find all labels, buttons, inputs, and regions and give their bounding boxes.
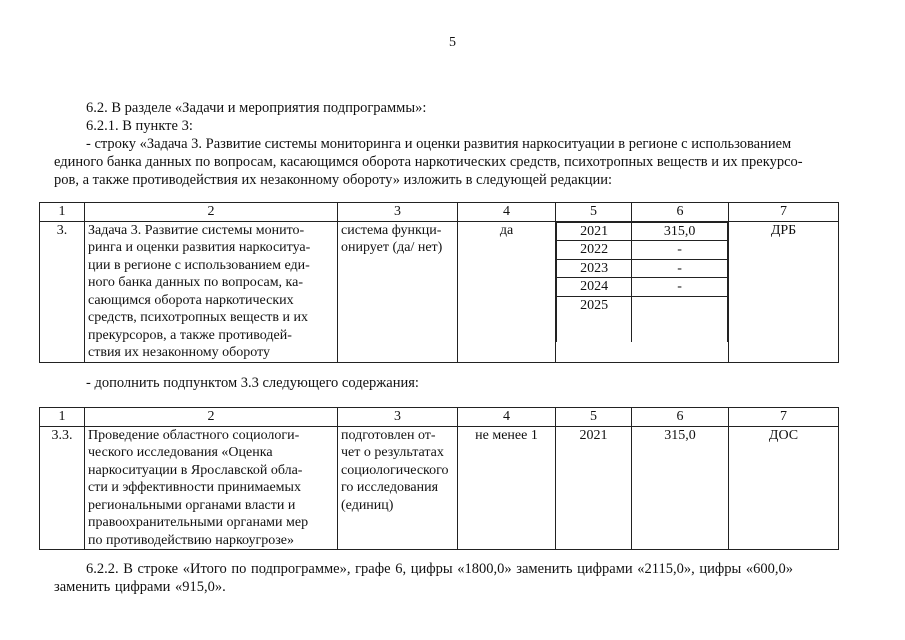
column-header: 4 bbox=[458, 408, 556, 427]
task-line: наркоситуации в Ярославской обла- bbox=[88, 462, 303, 478]
indicator-line: онирует (да/ нет) bbox=[341, 240, 443, 255]
task-line: ции в регионе с использованием еди- bbox=[88, 257, 310, 273]
amount: 315,0 bbox=[632, 426, 729, 550]
column-header: 5 bbox=[556, 408, 632, 427]
target-value: да bbox=[458, 221, 556, 362]
task-description bbox=[85, 426, 338, 550]
year: 2021 bbox=[556, 426, 632, 550]
task-line: ринга и оценки развития наркоситуа- bbox=[88, 240, 311, 255]
year: 2024 bbox=[557, 278, 632, 297]
target-value: не менее 1 bbox=[458, 426, 556, 550]
task-line: средств, психотропных веществ и их bbox=[88, 310, 308, 325]
task-line: ческого исследования «Оценка bbox=[88, 445, 273, 460]
year: 2025 bbox=[557, 296, 632, 342]
task-line: сти и эффективности принимаемых bbox=[88, 480, 301, 495]
executor: ДРБ bbox=[729, 221, 839, 362]
column-header: 7 bbox=[729, 408, 839, 427]
indicator bbox=[338, 426, 458, 550]
table-header-row bbox=[40, 408, 839, 427]
year: 2021 bbox=[557, 222, 632, 241]
year: 2023 bbox=[557, 259, 632, 278]
column-header: 2 bbox=[85, 203, 338, 222]
row-number: 3.3. bbox=[40, 426, 85, 550]
amount: - bbox=[632, 278, 728, 297]
intro-text-line-3: ров, а также противодействия их незаконному обороту» изложить в следующей редакции: bbox=[54, 172, 613, 188]
task-line: ного банка данных по вопросам, ка- bbox=[88, 275, 304, 290]
amount: 315,0 bbox=[632, 222, 728, 241]
year-row bbox=[557, 241, 728, 260]
column-header: 5 bbox=[556, 203, 632, 222]
task-line: Задача 3. Развитие системы монито- bbox=[88, 222, 305, 238]
table-row bbox=[40, 426, 839, 550]
table-header-row bbox=[40, 203, 839, 222]
year: 2022 bbox=[557, 241, 632, 260]
indicator-line: социологического bbox=[341, 462, 449, 478]
table-subitem-3-3 bbox=[39, 407, 839, 550]
column-header: 1 bbox=[40, 203, 85, 222]
page-number: 5 bbox=[449, 35, 456, 50]
intro-text-line-1: - строку «Задача 3. Развитие системы мониторинга и оценки развития наркоситуации в регионе с использованием bbox=[86, 136, 792, 152]
column-header: 3 bbox=[338, 203, 458, 222]
column-header: 6 bbox=[632, 203, 729, 222]
column-header: 1 bbox=[40, 408, 85, 427]
indicator-line: го исследования bbox=[341, 480, 439, 495]
indicator-line: система функци- bbox=[341, 222, 442, 238]
amount: - bbox=[632, 259, 728, 278]
row-number: 3. bbox=[40, 221, 85, 362]
task-line: региональными органами власти и bbox=[88, 497, 296, 513]
task-line: Проведение областного социологи- bbox=[88, 427, 300, 443]
task-line: по противодействию наркоугрозе» bbox=[88, 532, 294, 548]
years-values-cell bbox=[556, 221, 729, 362]
column-header: 4 bbox=[458, 203, 556, 222]
table-row bbox=[40, 221, 839, 362]
amount: - bbox=[632, 241, 728, 260]
task-line: ствия их незаконному обороту bbox=[88, 345, 271, 360]
year-row bbox=[557, 222, 728, 241]
column-header: 6 bbox=[632, 408, 729, 427]
task-line: прекурсоров, а также противодей- bbox=[88, 327, 292, 343]
closing-paragraph bbox=[54, 560, 844, 596]
indicator-line: чет о результатах bbox=[341, 445, 444, 460]
column-header: 7 bbox=[729, 203, 839, 222]
indicator-line: (единиц) bbox=[341, 497, 394, 513]
indicator bbox=[338, 221, 458, 362]
column-header: 2 bbox=[85, 408, 338, 427]
task-line: правоохранительными органами мер bbox=[88, 515, 309, 530]
years-table bbox=[556, 222, 728, 342]
addendum-text: - дополнить подпунктом 3.3 следующего содержания: bbox=[86, 375, 419, 391]
table-task-3 bbox=[39, 202, 839, 363]
subsection-heading: 6.2.1. В пункте 3: bbox=[86, 118, 193, 134]
column-header: 3 bbox=[338, 408, 458, 427]
amount bbox=[632, 296, 728, 342]
year-row bbox=[557, 259, 728, 278]
closing-line-2: заменить цифрами «915,0». bbox=[54, 579, 226, 595]
section-heading: 6.2. В разделе «Задачи и мероприятия подпрограммы»: bbox=[86, 100, 427, 116]
task-line: сающимся оборота наркотических bbox=[88, 292, 294, 308]
executor: ДОС bbox=[729, 426, 839, 550]
closing-line-1: 6.2.2. В строке «Итого по подпрограмме», графе 6, цифры «1800,0» заменить цифрами «2115,0», цифры «600,0» bbox=[86, 561, 793, 577]
indicator-line: подготовлен от- bbox=[341, 427, 436, 443]
intro-text-line-2: единого банка данных по вопросам, касающимся оборота наркотических средств, психотропных веществ и их прекурсо- bbox=[54, 154, 803, 170]
task-description bbox=[85, 221, 338, 362]
year-row bbox=[557, 278, 728, 297]
year-row bbox=[557, 296, 728, 342]
